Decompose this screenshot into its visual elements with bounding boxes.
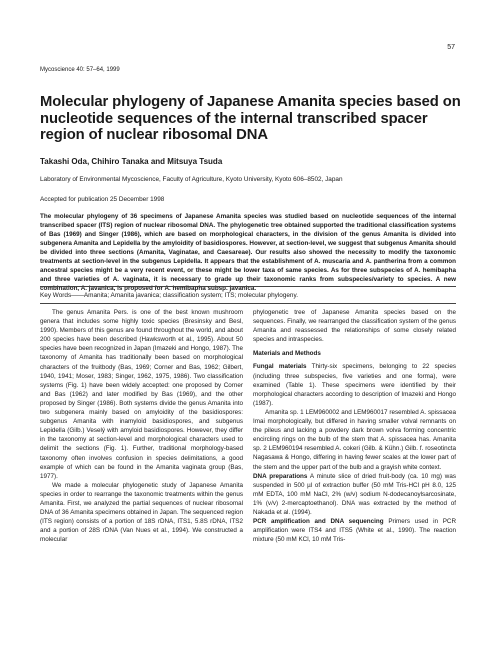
page-number: 57 <box>447 44 455 51</box>
run-in-heading-fungal: Fungal materials <box>253 363 307 371</box>
run-in-heading-dna: DNA preparations <box>253 472 308 480</box>
accepted-date: Accepted for publication 25 December 1998 <box>40 196 165 203</box>
left-column <box>40 308 243 544</box>
article-title: Molecular phylogeny of Japanese Amanita species based on nucleotide sequences of the internal transcribed spacer region of nuclear ribosomal DNA <box>40 94 461 143</box>
intro-paragraph-3: phylogenetic tree of Japanese Amanita species based on the sequences. Finally, we rearranged the classification system of the genus Amanita and reassessed the relationships of some closely related species and intraspecies. <box>253 309 456 344</box>
keywords: Key Words——Amanita; Amanita javanica; classification system; ITS; molecular phylogeny. <box>40 292 298 299</box>
amanita-species-paragraph: Amanita sp. 1 LEM960002 and LEM960017 resembled A. spissacea Imai morphologically, but differed in having smaller volval remnants on the pileus and lacking a powdery dark brown volva forming concentric encircling rings on the bulb of the stem that A. spissacea has. Amanita sp. 2 LEM960194 resembled A. cokeri (Gilb. & Kühn.) Gilb. f. roseotincta Nagasawa & Hongo, differing in having fewer scales at the lower part of the stem and the upper part of the bulb and a grayish white context. <box>253 408 456 471</box>
fungal-materials-paragraph <box>253 362 456 407</box>
intro-paragraph-1: The genus Amanita Pers. is one of the best known mushroom genera that includes some highly toxic species (Bresinsky and Besl, 1990). Members of this genus are found throughout the world, and about 200 species have been described (Hawksworth et al., 1995). About 50 species have been recognized in Japan (Imazeki and Hongo, 1987). The taxonomy of Amanita has traditionally been based on morphological characters of the fruitbody (Bas, 1969; Corner and Bas, 1962; Gilbert, 1940, 1941; Moser, 1983; Singer, 1962, 1975, 1986). Two classification systems (Fig. 1) have been widely accepted: one proposed by Corner and Bas (1962) and later modified by Bas (1969), and the other proposed by Singer (1986). Both systems divide the genus Amanita into two subgenera mainly based on amyloidity of the basidiospores: subgenus Amanita with inamyloid basidiospores, and subgenus Lepidella (Gilb.) Veselý with amyloid basidiospores. However, they differ in the taxonomy at section-level and morphological characters used to delimit the sections (Fig. 1). Further, traditional morphology-based taxonomy often involves confusion in species delimitations, a good example of which can be found in the Amanita vaginata group (Bas, 1977). <box>40 309 243 480</box>
section-heading-methods: Materials and Methods <box>253 350 321 358</box>
dna-preparations-paragraph <box>253 472 456 517</box>
right-column <box>253 308 456 544</box>
dna-preparations-text: A minute slice of dried fruit-body (ca. 10 mg) was suspended in 500 µl of extraction buffer (50 mM Tris-HCl pH 8.0, 125 mM EDTA, 100 mM NaCl, 2% (w/v) sodium N-dodecanoylsarcosinate, 1% (v/v) 2-mercaptoethanol). DNA was extracted by the method of Nakada et al. (1994). <box>253 472 456 516</box>
divider-bottom <box>40 303 456 304</box>
journal-citation: Mycoscience 40: 57–64, 1999 <box>40 67 120 73</box>
run-in-heading-pcr: PCR amplification and DNA sequencing <box>253 518 384 526</box>
divider-top <box>40 286 456 287</box>
pcr-paragraph <box>253 517 456 544</box>
abstract: The molecular phylogeny of 36 specimens of Japanese Amanita species was studied based on nucleotide sequences of the internal transcribed spacer (ITS) region of nuclear ribosomal DNA. The phylogenetic tree obtained supported the traditional classification systems of Bas (1969) and Singer (1986), which are based on morphological characters, in the division of the genus Amanita is divided into subgenera Amanita and Lepidella by the amyloidity of basidiospores. However, at section-level, we suggest that subgenus Amanita should be divided into three sections (Amanita, Vaginatae, and Caesareae). Our results also showed the necessity to modify the taxonomic treatments at section-level in the subgenus Lepidella. It appears that the establishment of A. muscaria and A. pantherina from a common ancestral species might be a very recent event, or these might be lower taxa of same species. As for three subspecies of A. hemibapha and three varieties of A. vaginata, it is necessary to grade up their taxonomic ranks from subspecies/variety to species. A new combination, A. javanica, is proposed for A. hemibapha subsp. javanica. <box>40 213 456 292</box>
fungal-materials-text: Thirty-six specimens, belonging to 22 species (including three subspecies, five varieties and one forma), were examined (Table 1). These specimens were identified by their morphological characters according to description of Imazeki and Hongo (1987). <box>253 363 456 407</box>
author-affiliation: Laboratory of Environmental Mycoscience, Faculty of Agriculture, Kyoto University, Kyoto 606–8502, Japan <box>40 176 343 183</box>
article-authors: Takashi Oda, Chihiro Tanaka and Mitsuya Tsuda <box>40 157 223 166</box>
intro-paragraph-2: We made a molecular phylogenetic study of Japanese Amanita species in order to rearrange the taxonomic treatments within the genus Amanita. First, we analyzed the partial sequences of nuclear ribosomal DNA of 36 Amanita specimens obtained in Japan. The sequenced region (ITS region) consists of a portion of 18S rDNA, ITS1, 5.8S rDNA, ITS2 and a portion of 28S rDNA (Van Nues et al., 1994). We constructed a molecular <box>40 481 243 544</box>
pcr-text: Primers used in PCR amplification were ITS4 and ITS5 (White et al., 1990). The reaction mixture (50 mM KCl, 10 mM Tris- <box>253 518 456 544</box>
